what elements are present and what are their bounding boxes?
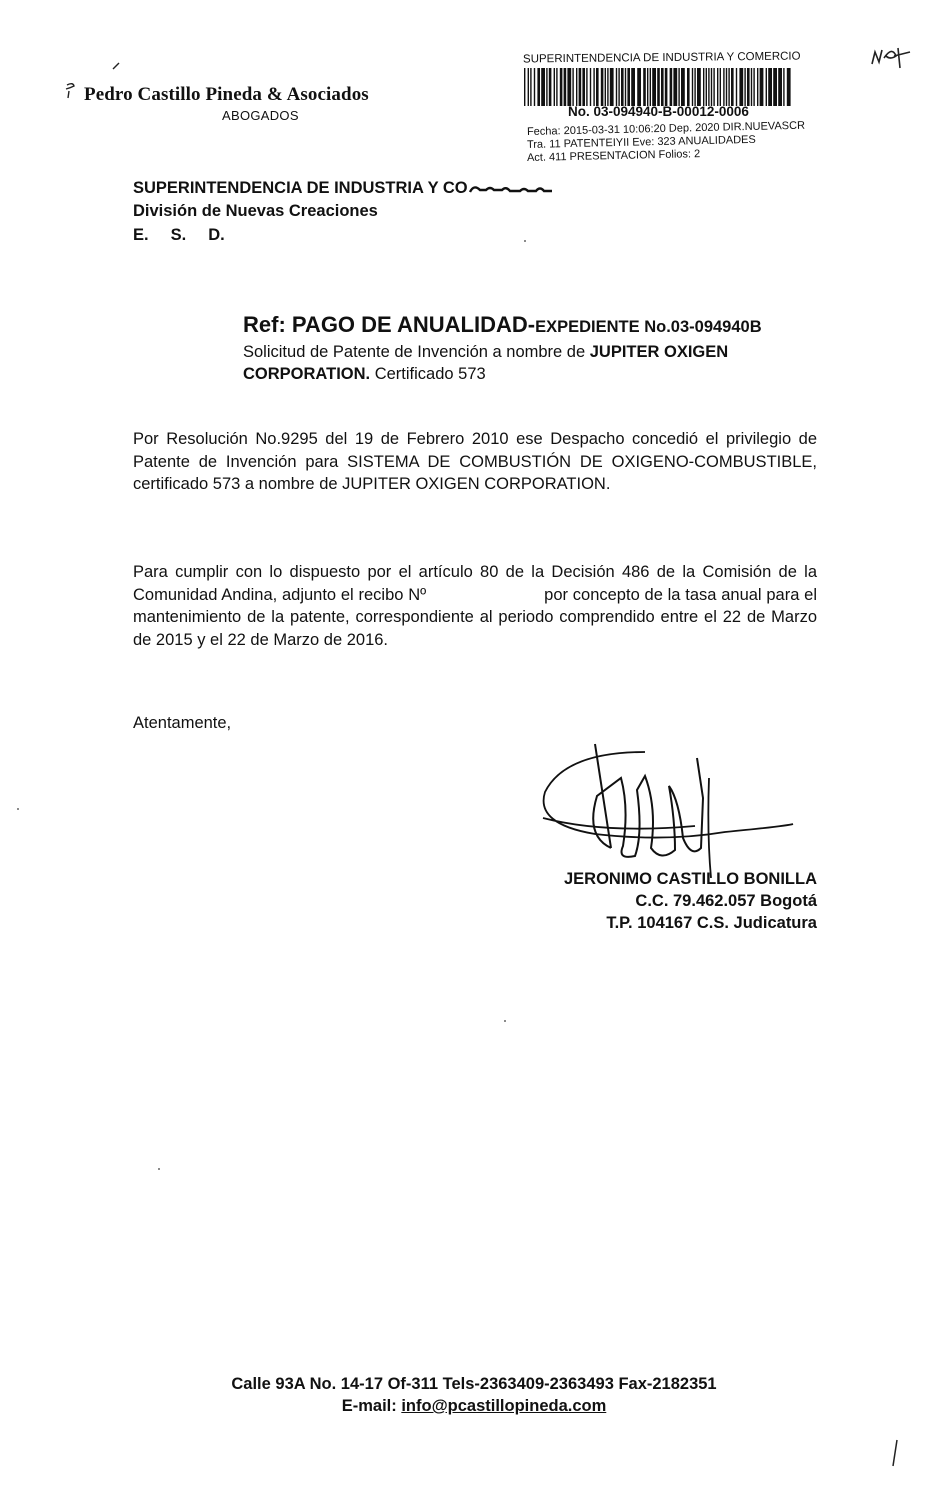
barcode-bar (687, 68, 690, 106)
esd-d: D. (208, 226, 225, 244)
barcode-bar (631, 68, 635, 106)
barcode-bar (564, 68, 567, 106)
barcode-bar (616, 68, 617, 106)
barcode-bar (534, 68, 535, 106)
barcode-bar (720, 68, 721, 106)
barcode-bar (607, 68, 608, 106)
barcode-bar (713, 68, 714, 106)
barcode-bar (647, 68, 648, 106)
barcode-bar (618, 68, 619, 106)
handwritten-mark-icon (64, 82, 78, 100)
barcode-bar (579, 68, 582, 106)
stamp-number: No. 03-094940-B-00012-0006 (568, 104, 749, 119)
barcode-bar (692, 68, 693, 106)
barcode-bar (556, 68, 557, 106)
barcode-bar (650, 68, 651, 106)
stamp-line-1: Fecha: 2015-03-31 10:06:20 Dep. 2020 DIR.NUEVASCR (526, 119, 806, 138)
barcode-bar (582, 68, 585, 106)
barcode-bar (593, 68, 594, 106)
barcode-bar (665, 68, 668, 106)
barcode-bar (753, 68, 754, 106)
reference-certificate: Certificado 573 (370, 365, 486, 383)
barcode-bar (768, 68, 772, 106)
addressee-organization: SUPERINTENDENCIA DE INDUSTRIA Y CO (133, 179, 468, 197)
reference-applicant: JUPITER OXIGEN CORPORATION. (243, 343, 729, 383)
barcode-bar (673, 68, 677, 106)
barcode-bar (694, 68, 695, 106)
barcode-bar (576, 68, 577, 106)
scan-speck (158, 1168, 160, 1170)
barcode-bar (596, 68, 599, 106)
signatory-id: C.C. 79.462.057 Bogotá (635, 892, 817, 910)
barcode-bar (787, 68, 791, 106)
firm-name: Pedro Castillo Pineda & Asociados (84, 84, 369, 105)
barcode-bar (728, 68, 729, 106)
barcode-bar (760, 68, 764, 106)
scan-speck (504, 1020, 506, 1022)
handwritten-signature-icon (525, 738, 820, 878)
paragraph-resolution (133, 428, 817, 496)
barcode-bar (652, 68, 656, 106)
barcode-bar (528, 68, 529, 106)
handwritten-initials-icon (870, 44, 912, 70)
barcode-bar (703, 68, 704, 106)
footer-email-link[interactable]: info@pcastillopineda.com (401, 1397, 607, 1415)
footer-email-line (0, 1397, 948, 1416)
barcode-bar (711, 68, 712, 106)
barcode-bar (549, 68, 552, 106)
reference-prefix: Ref: PAGO DE ANUALIDAD- (243, 312, 536, 337)
barcode-bar (530, 68, 531, 106)
barcode-bar (678, 68, 679, 106)
scan-speck (17, 808, 19, 810)
paragraph-2-part-a: Para cumplir con lo dispuesto por el artículo 80 de la Decisión 486 de la Comisión de la Comunidad Andina, adjunto el recibo Nº (133, 563, 817, 604)
barcode-bar (681, 68, 685, 106)
barcode-bar (723, 68, 724, 106)
stamp-overlap-icon (468, 180, 554, 194)
reference-application: Solicitud de Patente de Invención a nombre de (243, 343, 590, 361)
handwritten-page-mark-icon (888, 1438, 902, 1468)
barcode-bar (773, 68, 777, 106)
barcode-bar (657, 68, 660, 106)
barcode-bar (560, 68, 563, 106)
footer-email-label: E-mail: (341, 1397, 402, 1415)
scan-speck (524, 240, 526, 242)
paragraph-2-part-b: por concepto de la tasa anual para el mantenimiento de la patente, correspondiente al periodo comprendido entre el 22 de Marzo de 2015 y el 22 de Marzo de 2016. (133, 585, 817, 649)
barcode-bar (627, 68, 630, 106)
signatory-name: JERONIMO CASTILLO BONILLA (564, 870, 817, 888)
firm-subtitle: ABOGADOS (222, 108, 299, 123)
signatory-license: T.P. 104167 C.S. Judicatura (606, 914, 817, 932)
handwritten-tick-icon (112, 62, 120, 70)
paragraph-1-text: Por Resolución No.9295 del 19 de Febrero 2010 ese Despacho concedió el privilegio de Patente de Invención para SISTEMA DE COMBUSTIÓN DE OXIGENO-COMBUSTIBLE, certificado 573 a nombre de JUPITER OXIGEN CORPORATION. (133, 430, 817, 493)
barcode-bar (751, 68, 752, 106)
barcode-bar (736, 68, 737, 106)
barcode-bar (726, 68, 727, 106)
stamp-title: SUPERINTENDENCIA DE INDUSTRIA Y COMERCIO (522, 50, 801, 66)
barcode-bar (744, 68, 745, 106)
barcode-bar (661, 68, 664, 106)
reference-title (243, 312, 762, 338)
barcode-bar (610, 68, 614, 106)
barcode-bar (778, 68, 782, 106)
barcode-bar (554, 68, 555, 106)
stamp-line-3: Act. 411 PRESENTACION Folios: 2 (526, 148, 701, 164)
barcode-bar (601, 68, 604, 106)
barcode-bar (621, 68, 624, 106)
barcode-bar (605, 68, 606, 106)
stamp-line-2: Tra. 11 PATENTEIYII Eve: 323 ANUALIDADES (526, 133, 756, 151)
barcode-bar (586, 68, 587, 106)
barcode-bar (766, 68, 767, 106)
barcode-bar (643, 68, 646, 106)
barcode-bar (572, 68, 573, 106)
barcode-bar (783, 68, 784, 106)
barcode-bar (706, 68, 707, 106)
addressee-division: División de Nuevas Creaciones (133, 202, 378, 220)
footer-address: Calle 93A No. 14-17 Of-311 Tels-2363409-2363493 Fax-2182351 (231, 1375, 717, 1393)
barcode-bar (708, 68, 709, 106)
barcode-bar (524, 68, 525, 106)
barcode-bar (670, 68, 673, 106)
esd-s: S. (170, 226, 187, 244)
barcode-bar (747, 68, 750, 106)
barcode-bar (625, 68, 626, 106)
paragraph-2-text (133, 561, 817, 651)
barcode-bar (590, 68, 591, 106)
barcode-icon (524, 68, 792, 106)
barcode-bar (537, 68, 540, 106)
barcode-bar (757, 68, 758, 106)
addressee-esd (133, 226, 247, 245)
barcode-bar (717, 68, 718, 106)
addressee-line-1 (133, 179, 554, 198)
barcode-bar (697, 68, 701, 106)
reference-expediente: EXPEDIENTE No.03-094940B (535, 318, 762, 336)
barcode-bar (739, 68, 743, 106)
paragraph-payment (133, 561, 817, 651)
barcode-bar (637, 68, 641, 106)
closing-salutation: Atentamente, (133, 714, 232, 732)
barcode-bar (567, 68, 571, 106)
barcode-bar (546, 68, 547, 106)
esd-e: E. (133, 226, 149, 244)
barcode-bar (541, 68, 545, 106)
barcode-bar (731, 68, 734, 106)
reference-details (243, 341, 823, 385)
